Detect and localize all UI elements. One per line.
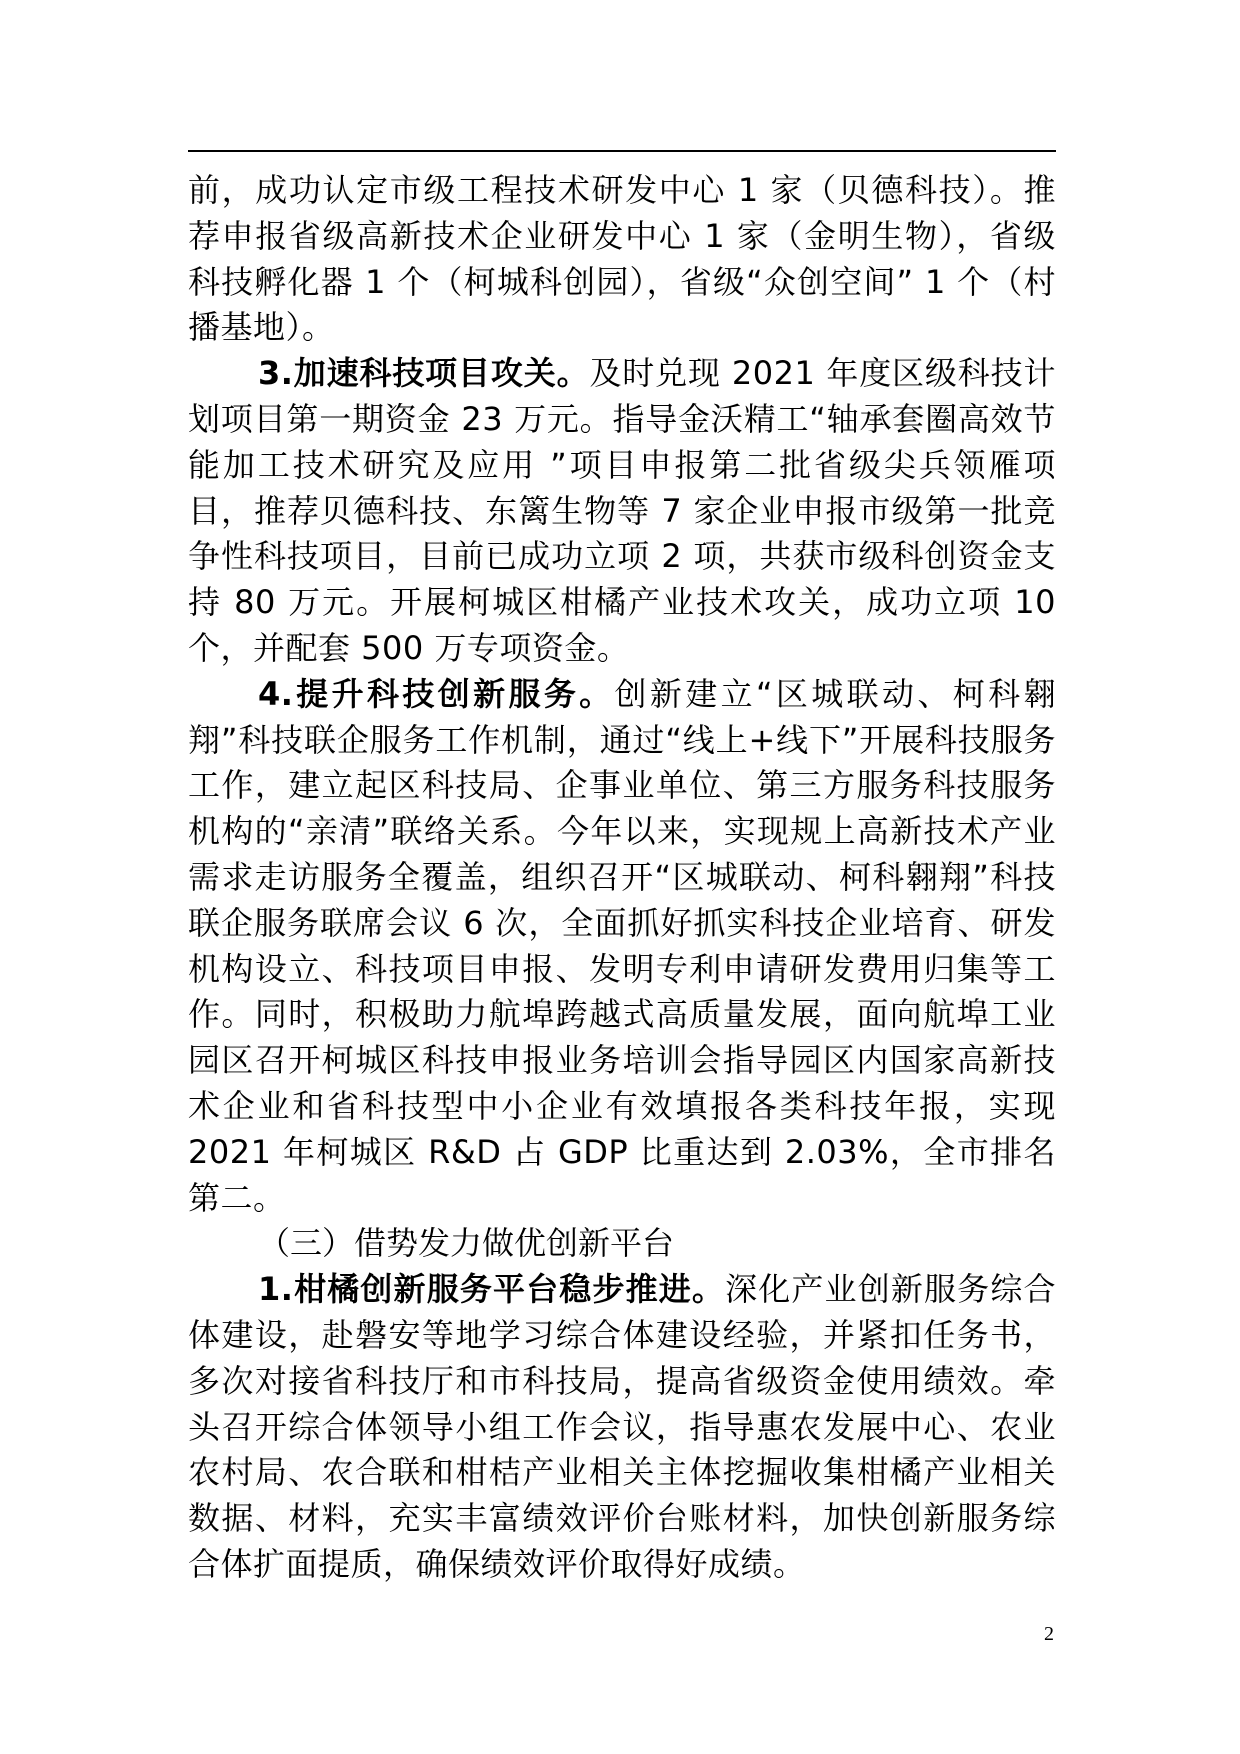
paragraph-tech-services <box>188 672 1056 1222</box>
paragraph-lead: 3.加速科技项目攻关。 <box>258 354 590 393</box>
paragraph-text: 深化产业创新服务综合体建设，赴磐安等地学习综合体建设经验，并紧扣任务书，多次对接省科技厅和市科技局，提高省级资金使用绩效。牵头召开综合体领导小组工作会议，指导惠农发展中心、农业农村局、农合联和柑桔产业相关主体挖掘收集柑橘产业相关数据、材料，充实丰富绩效评价台账材料，加快创新服务综合体扩面提质，确保绩效评价取得好成绩。 <box>188 1270 1056 1583</box>
header-rule <box>188 150 1056 152</box>
paragraph-text: 创新建立“区城联动、柯科翱翔”科技联企服务工作机制，通过“线上+线下”开展科技服务工作，建立起区科技局、企事业单位、第三方服务科技服务机构的“亲清”联络关系。今年以来，实现规上高新技术产业需求走访服务全覆盖，组织召开“区城联动、柯科翱翔”科技联企服务联席会议 6 次，全面抓好抓实科技企业培育、研发机构设立、科技项目申报、发明专利申请研发费用归集等工作。同时，积极助力航埠跨越式高质量发展，面向航埠工业园区召开柯城区科技申报业务培训会指导园区内国家高新技术企业和省科技型中小企业有效填报各类科技年报，实现 2021 年柯城区 R&D 占 GDP 比重达到 2.03%，全市排名第二。 <box>188 674 1056 1217</box>
document-body <box>188 168 1056 1588</box>
page-number: 2 <box>1044 1623 1054 1645</box>
paragraph-lead: 1.柑橘创新服务平台稳步推进。 <box>258 1270 726 1309</box>
paragraph-text: 前，成功认定市级工程技术研发中心 1 家（贝德科技）。推荐申报省级高新技术企业研发中心 1 家（金明生物），省级科技孵化器 1 个（柯城科创园），省级“众创空间” 1 个（村播基地）。 <box>188 171 1056 347</box>
paragraph-citrus-platform <box>188 1267 1056 1588</box>
section-heading: （三）借势发力做优创新平台 <box>258 1224 675 1263</box>
paragraph-text: 及时兑现 2021 年度区级科技计划项目第一期资金 23 万元。指导金沃精工“轴承套圈高效节能加工技术研究及应用 ”项目申报第二批省级尖兵领雁项目，推荐贝德科技、东篱生物等 7 家企业申报市级第一批竞争性科技项目，目前已成功立项 2 项，共获市级科创资金支持 80 万元。开展柯城区柑橘产业技术攻关，成功立项 10 个，并配套 500 万专项资金。 <box>188 354 1056 667</box>
paragraph-continued <box>188 168 1056 351</box>
paragraph-tech-projects <box>188 351 1056 672</box>
paragraph-lead: 4.提升科技创新服务。 <box>258 674 615 713</box>
